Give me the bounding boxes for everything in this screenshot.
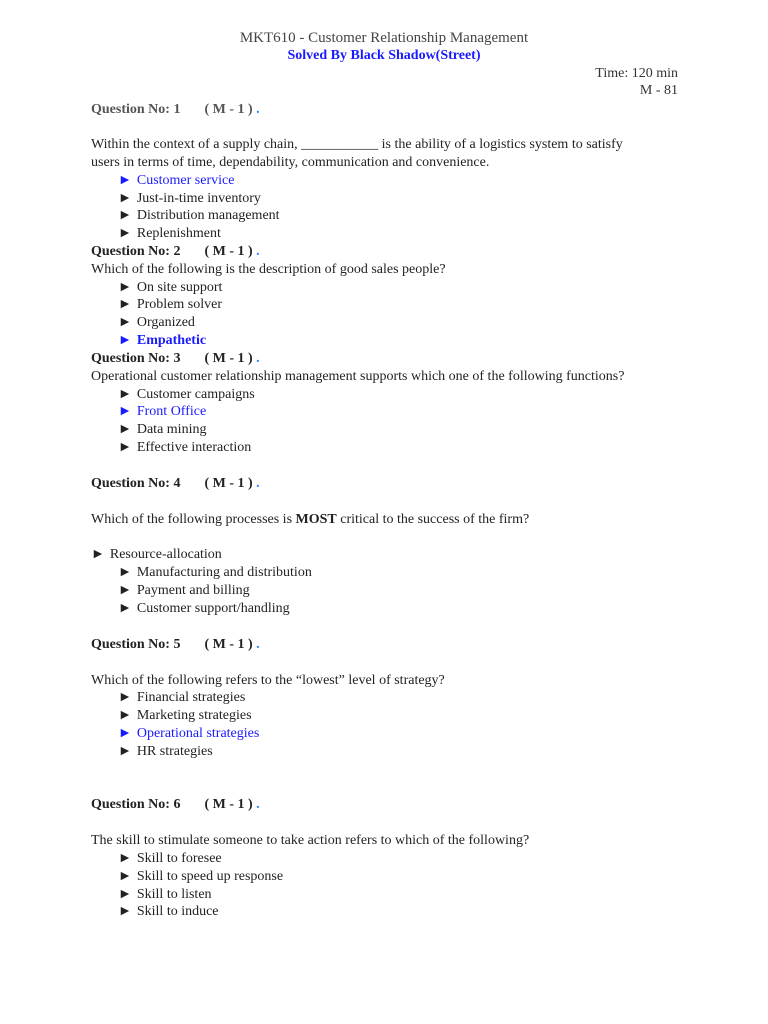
option-label: Financial strategies — [136, 690, 246, 705]
question-2-text: Which of the following is the description of good sales people? — [91, 262, 446, 277]
arrow-icon: ► — [118, 583, 132, 598]
option-label: Skill to induce — [136, 904, 219, 919]
arrow-icon: ► — [118, 208, 132, 223]
option-label: Effective interaction — [136, 440, 252, 455]
arrow-icon: ► — [118, 565, 132, 580]
question-5-dot: . — [256, 637, 260, 652]
document-subtitle: Solved By Black Shadow(Street) — [287, 48, 481, 63]
question-3-option-2[interactable] — [118, 403, 206, 421]
question-3-option-4[interactable] — [118, 439, 251, 457]
question-4-marks: ( M - 1 ) — [204, 476, 253, 491]
arrow-icon: ► — [118, 690, 132, 705]
question-4-option-1[interactable] — [91, 546, 222, 564]
question-6-option-2[interactable] — [118, 868, 283, 886]
question-6-marks: ( M - 1 ) — [204, 797, 253, 812]
arrow-icon: ► — [118, 904, 132, 919]
question-1-text-line-2: users in terms of time, dependability, communication and convenience. — [91, 155, 490, 170]
arrow-icon: ► — [118, 851, 132, 866]
option-label: Skill to foresee — [136, 851, 222, 866]
arrow-icon: ► — [118, 601, 132, 616]
question-1-dot: . — [256, 102, 260, 117]
question-5-option-2[interactable] — [118, 707, 252, 725]
arrow-icon: ► — [118, 869, 132, 884]
option-label: Marketing strategies — [136, 708, 252, 723]
option-label: Distribution management — [136, 208, 280, 223]
question-3-dot: . — [256, 351, 260, 366]
question-4-option-2[interactable] — [118, 564, 312, 582]
option-label: Empathetic — [136, 333, 207, 348]
arrow-icon: ► — [118, 280, 132, 295]
option-label: Customer support/handling — [136, 601, 290, 616]
option-label: Resource-allocation — [109, 547, 222, 562]
option-label: Manufacturing and distribution — [136, 565, 312, 580]
arrow-icon: ► — [118, 440, 132, 455]
question-5-option-3[interactable] — [118, 725, 259, 743]
question-5-heading — [91, 636, 260, 654]
arrow-icon: ► — [118, 708, 132, 723]
option-label: Front Office — [136, 404, 207, 419]
question-4-label: Question No: 4 — [91, 476, 181, 491]
question-6-option-3[interactable] — [118, 886, 212, 904]
question-1-label: Question No: 1 — [91, 102, 181, 117]
arrow-icon: ► — [118, 887, 132, 902]
option-label: Skill to listen — [136, 887, 212, 902]
question-3-text: Operational customer relationship management supports which one of the following functions? — [91, 369, 625, 384]
question-6-text: The skill to stimulate someone to take action refers to which of the following? — [91, 833, 530, 848]
time-limit: Time: 120 min — [595, 66, 678, 81]
question-4-dot: . — [256, 476, 260, 491]
question-2-heading — [91, 243, 260, 261]
question-2-option-3[interactable] — [118, 314, 195, 332]
question-1-heading — [91, 101, 260, 119]
question-3-option-3[interactable] — [118, 421, 206, 439]
arrow-icon: ► — [118, 315, 132, 330]
option-label: Customer service — [136, 173, 235, 188]
question-2-option-1[interactable] — [118, 279, 222, 297]
arrow-icon: ► — [118, 226, 132, 241]
question-4-text — [91, 511, 529, 529]
question-2-option-2[interactable] — [118, 296, 222, 314]
option-label: Replenishment — [136, 226, 221, 241]
question-3-option-1[interactable] — [118, 386, 255, 404]
arrow-icon: ► — [118, 173, 132, 188]
arrow-icon: ► — [118, 297, 132, 312]
question-5-option-1[interactable] — [118, 689, 245, 707]
arrow-icon: ► — [91, 547, 105, 562]
question-6-option-1[interactable] — [118, 850, 222, 868]
option-label: Problem solver — [136, 297, 223, 312]
option-label: Customer campaigns — [136, 387, 255, 402]
arrow-icon: ► — [118, 744, 132, 759]
option-label: HR strategies — [136, 744, 213, 759]
option-label: Payment and billing — [136, 583, 250, 598]
question-1-option-1[interactable] — [118, 172, 234, 190]
question-6-heading — [91, 796, 260, 814]
question-4-heading — [91, 475, 260, 493]
question-4-option-3[interactable] — [118, 582, 250, 600]
arrow-icon: ► — [118, 333, 132, 348]
question-3-marks: ( M - 1 ) — [204, 351, 253, 366]
question-5-option-4[interactable] — [118, 743, 213, 761]
question-1-option-4[interactable] — [118, 225, 221, 243]
question-5-text: Which of the following refers to the “lowest” level of strategy? — [91, 673, 445, 688]
arrow-icon: ► — [118, 191, 132, 206]
question-5-label: Question No: 5 — [91, 637, 181, 652]
question-2-option-4[interactable] — [118, 332, 206, 350]
arrow-icon: ► — [118, 404, 132, 419]
question-2-marks: ( M - 1 ) — [204, 244, 253, 259]
option-label: Data mining — [136, 422, 207, 437]
total-marks: M - 81 — [639, 83, 678, 98]
question-1-option-2[interactable] — [118, 190, 261, 208]
question-6-dot: . — [256, 797, 260, 812]
question-2-dot: . — [256, 244, 260, 259]
question-4-text-before: Which of the following processes is — [91, 512, 296, 527]
arrow-icon: ► — [118, 387, 132, 402]
arrow-icon: ► — [118, 422, 132, 437]
question-4-option-4[interactable] — [118, 600, 290, 618]
question-4-text-after: critical to the success of the firm? — [336, 512, 530, 527]
option-label: Operational strategies — [136, 726, 260, 741]
option-label: On site support — [136, 280, 223, 295]
question-5-marks: ( M - 1 ) — [204, 637, 253, 652]
question-1-option-3[interactable] — [118, 207, 280, 225]
question-3-heading — [91, 350, 260, 368]
question-2-label: Question No: 2 — [91, 244, 181, 259]
question-3-label: Question No: 3 — [91, 351, 181, 366]
question-6-label: Question No: 6 — [91, 797, 181, 812]
question-1-text-line-1: Within the context of a supply chain, ___________ is the ability of a logistics system to satisfy — [91, 137, 623, 152]
option-label: Organized — [136, 315, 195, 330]
question-6-option-4[interactable] — [118, 903, 219, 921]
document-title: MKT610 - Customer Relationship Management — [239, 30, 529, 46]
option-label: Skill to speed up response — [136, 869, 284, 884]
question-4-text-emphasis: MOST — [295, 512, 337, 527]
arrow-icon: ► — [118, 726, 132, 741]
question-1-marks: ( M - 1 ) — [204, 102, 253, 117]
option-label: Just-in-time inventory — [136, 191, 261, 206]
